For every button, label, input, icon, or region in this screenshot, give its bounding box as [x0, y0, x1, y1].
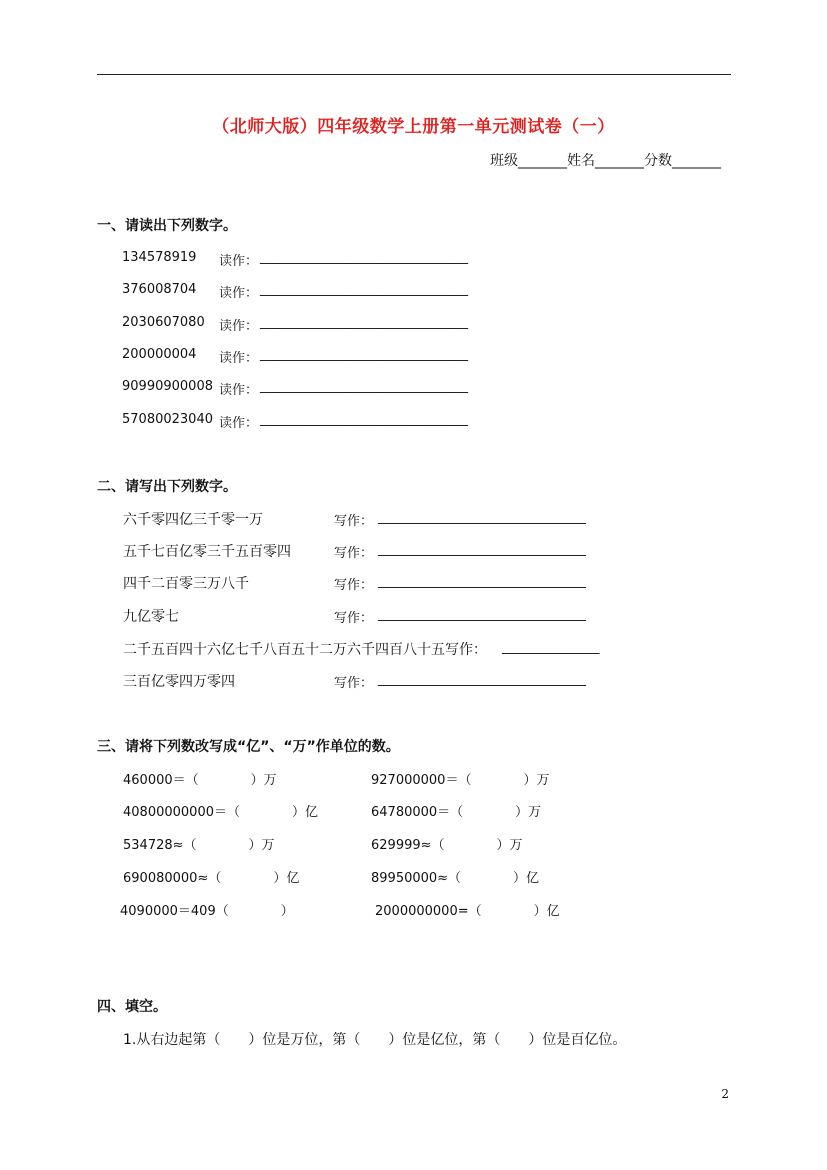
section-1-heading: 一、请读出下列数字。	[97, 218, 237, 234]
s2-answer-line[interactable]: _______________	[502, 640, 600, 655]
s1-read-label: 读作：	[219, 254, 259, 269]
conversion-item[interactable]: 534728≈（ ）万	[123, 838, 275, 853]
s1-number: 200000004	[122, 347, 197, 362]
header-rule	[97, 74, 731, 75]
s2-chinese-number: 六千零四亿三千零一万	[123, 512, 263, 528]
s1-answer-line[interactable]: ________________________________	[260, 379, 468, 394]
section-4-heading: 四、填空。	[97, 999, 167, 1015]
s2-answer-line[interactable]: ________________________________	[378, 607, 586, 622]
s1-read-label: 读作：	[219, 351, 259, 366]
s1-number: 2030607080	[122, 315, 205, 330]
s2-write-label: 写作：	[334, 514, 374, 529]
s2-answer-line[interactable]: ________________________________	[378, 510, 586, 525]
s1-read-label: 读作：	[219, 286, 259, 301]
conversion-item[interactable]: 2000000000=（ ）亿	[375, 904, 560, 919]
s1-answer-line[interactable]: ________________________________	[260, 282, 468, 297]
s2-write-label: 写作：	[334, 676, 374, 691]
conversion-item[interactable]: 4090000＝409（ ）	[120, 904, 294, 919]
s2-answer-line[interactable]: ________________________________	[378, 542, 586, 557]
s1-number: 134578919	[122, 250, 197, 265]
page-title: （北师大版）四年级数学上册第一单元测试卷（一）	[212, 117, 615, 137]
s2-chinese-number: 九亿零七	[123, 609, 179, 625]
conversion-item[interactable]: 40800000000＝（ ）亿	[123, 805, 318, 820]
s2-write-label: 写作：	[334, 578, 374, 593]
s2-chinese-number: 五千七百亿零三千五百零四	[123, 544, 291, 560]
section-2-heading: 二、请写出下列数字。	[97, 479, 237, 495]
section-3-heading: 三、请将下列数改写成“亿”、“万”作单位的数。	[97, 739, 400, 755]
s2-write-label: 写作：	[334, 546, 374, 561]
s2-chinese-number: 四千二百零三万八千	[123, 576, 249, 592]
s1-number: 90990900008	[122, 379, 213, 394]
s1-number: 57080023040	[122, 412, 213, 427]
conversion-item[interactable]: 64780000＝（ ）万	[371, 805, 542, 820]
s1-read-label: 读作：	[219, 383, 259, 398]
fill-blank-question-1[interactable]: 1.从右边起第（ ）位是万位，第（ ）位是亿位，第（ ）位是百亿位。	[123, 1032, 627, 1048]
student-info-line: 班级_______姓名_______分数_______	[490, 153, 721, 169]
page-number: 2	[721, 1087, 729, 1101]
s1-number: 376008704	[122, 282, 197, 297]
s1-read-label: 读作：	[219, 319, 259, 334]
s1-answer-line[interactable]: ________________________________	[260, 315, 468, 330]
s1-answer-line[interactable]: ________________________________	[260, 412, 468, 427]
s2-chinese-number: 二千五百四十六亿七千八百五十二万六千四百八十五写作：	[123, 642, 487, 658]
s1-answer-line[interactable]: ________________________________	[260, 250, 468, 265]
s2-chinese-number: 三百亿零四万零四	[123, 674, 235, 690]
s1-answer-line[interactable]: ________________________________	[260, 347, 468, 362]
s2-answer-line[interactable]: ________________________________	[378, 672, 586, 687]
s2-write-label: 写作：	[334, 611, 374, 626]
s1-read-label: 读作：	[219, 416, 259, 431]
s2-answer-line[interactable]: ________________________________	[378, 574, 586, 589]
conversion-item[interactable]: 629999≈（ ）万	[371, 838, 523, 853]
conversion-item[interactable]: 690080000≈（ ）亿	[123, 871, 300, 886]
conversion-item[interactable]: 927000000＝（ ）万	[371, 773, 550, 788]
conversion-item[interactable]: 89950000≈（ ）亿	[371, 871, 540, 886]
conversion-item[interactable]: 460000＝（ ）万	[123, 773, 277, 788]
